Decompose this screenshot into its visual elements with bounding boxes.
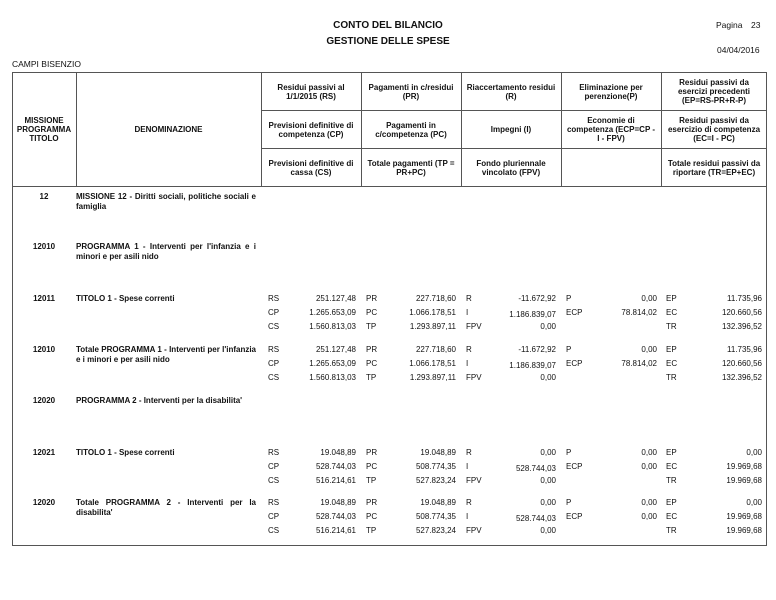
cell-code-label: CS xyxy=(268,373,280,382)
cell-value: 508.774,35 xyxy=(415,512,456,521)
column-header-cp: Previsioni definitive di competenza (CP) xyxy=(268,120,354,139)
cell-code-label: R xyxy=(466,498,472,507)
cell-value: 0,00 xyxy=(746,498,762,507)
cell-value: 227.718,60 xyxy=(415,294,456,303)
cell-code-label: I xyxy=(466,462,469,471)
column-header-tp: Totale pagamenti (TP = PR+PC) xyxy=(367,158,455,177)
cell-code-label: P xyxy=(566,294,572,303)
cell-code-label: R xyxy=(466,294,472,303)
report-subtitle: GESTIONE DELLE SPESE xyxy=(326,36,450,47)
cell-value: 11.735,96 xyxy=(727,345,762,354)
cell-code-label: FPV xyxy=(466,526,482,535)
cell-value: 508.774,35 xyxy=(415,462,456,471)
cell-value: 78.814,02 xyxy=(621,308,657,317)
cell-value: 528.744,03 xyxy=(515,464,556,473)
cell-code-label: TR xyxy=(666,373,677,382)
cell-code-label: EC xyxy=(666,308,678,317)
column-header-pc: Pagamenti in c/competenza (PC) xyxy=(375,120,447,139)
row-code: 12021 xyxy=(32,448,56,457)
cell-value: 0,00 xyxy=(540,526,556,535)
cell-value: 19.048,89 xyxy=(420,448,456,457)
cell-value: 19.969,68 xyxy=(726,476,762,485)
cell-value: 19.969,68 xyxy=(726,462,762,471)
cell-code-label: CS xyxy=(268,322,280,331)
cell-code-label: EP xyxy=(666,498,677,507)
cell-code-label: P xyxy=(566,345,572,354)
cell-value: 0,00 xyxy=(641,512,657,521)
cell-value: 19.969,68 xyxy=(726,512,762,521)
page-number: 23 xyxy=(751,20,761,30)
cell-value: 0,00 xyxy=(540,448,556,457)
cell-value: -11.672,92 xyxy=(518,345,556,354)
cell-value: 19.048,89 xyxy=(320,448,356,457)
cell-value: 0,00 xyxy=(641,498,657,507)
cell-value: 251.127,48 xyxy=(315,294,356,303)
cell-code-label: EC xyxy=(666,512,678,521)
column-header-i: Impegni (I) xyxy=(490,125,532,134)
cell-code-label: EP xyxy=(666,345,677,354)
cell-value: 1.066.178,51 xyxy=(409,359,456,368)
cell-code-label: TP xyxy=(366,476,377,485)
cell-code-label: FPV xyxy=(466,476,482,485)
cell-value: 78.814,02 xyxy=(621,359,657,368)
cell-value: 0,00 xyxy=(540,322,556,331)
cell-code-label: PC xyxy=(366,359,378,368)
cell-code-label: RS xyxy=(268,345,280,354)
row-code: 12 xyxy=(39,192,49,201)
cell-code-label: I xyxy=(466,308,469,317)
row-description: MISSIONE 12 - Diritti sociali, politiche sociali e famiglia xyxy=(76,192,256,211)
page-label: Pagina xyxy=(716,20,743,30)
cell-value: 528.744,03 xyxy=(315,462,356,471)
column-header-pr: Pagamenti in c/residui (PR) xyxy=(368,82,454,101)
cell-value: 0,00 xyxy=(540,498,556,507)
row-code: 12020 xyxy=(32,498,56,507)
cell-value: 0,00 xyxy=(641,345,657,354)
cell-value: 132.396,52 xyxy=(721,322,762,331)
cell-value: 0,00 xyxy=(540,476,556,485)
cell-code-label: TR xyxy=(666,476,677,485)
cell-code-label: RS xyxy=(268,448,280,457)
cell-code-label: EP xyxy=(666,448,677,457)
cell-value: 227.718,60 xyxy=(415,345,456,354)
column-header-r: Riaccertamento residui (R) xyxy=(466,82,556,101)
row-code: 12010 xyxy=(32,242,56,251)
cell-value: 516.214,61 xyxy=(315,476,356,485)
cell-code-label: P xyxy=(566,448,572,457)
cell-value: 516.214,61 xyxy=(315,526,356,535)
row-description: TITOLO 1 - Spese correnti xyxy=(76,294,175,303)
cell-code-label: TR xyxy=(666,322,677,331)
cell-value: 1.293.897,11 xyxy=(409,322,456,331)
column-header-denominazione: DENOMINAZIONE xyxy=(134,124,203,134)
cell-code-label: PR xyxy=(366,294,378,303)
cell-value: 527.823,24 xyxy=(415,476,456,485)
cell-code-label: CS xyxy=(268,526,280,535)
column-header-tr: Totale residui passivi da riportare (TR=EP+EC) xyxy=(667,158,761,177)
cell-code-label: FPV xyxy=(466,373,482,382)
row-description: PROGRAMMA 1 - Interventi per l'infanzia e i minori e per asili nido xyxy=(76,242,256,261)
cell-code-label: ECP xyxy=(566,359,583,368)
cell-code-label: PC xyxy=(366,462,378,471)
cell-code-label: CP xyxy=(268,308,280,317)
cell-value: 0,00 xyxy=(641,462,657,471)
cell-code-label: RS xyxy=(268,498,280,507)
cell-value: 1.186.839,07 xyxy=(509,310,556,319)
cell-code-label: EC xyxy=(666,359,678,368)
cell-value: 0,00 xyxy=(540,373,556,382)
column-header-fpv: Fondo pluriennale vincolato (FPV) xyxy=(476,158,546,177)
row-code: 12010 xyxy=(32,345,56,354)
cell-code-label: PR xyxy=(366,448,378,457)
report-title: CONTO DEL BILANCIO xyxy=(333,20,443,31)
column-header-code: MISSIONE PROGRAMMA TITOLO xyxy=(16,115,72,143)
cell-value: 1.265.653,09 xyxy=(309,308,356,317)
cell-code-label: PC xyxy=(366,308,378,317)
row-description: PROGRAMMA 2 - Interventi per la disabilita' xyxy=(76,396,243,405)
cell-value: 120.660,56 xyxy=(721,308,762,317)
cell-code-label: EP xyxy=(666,294,677,303)
cell-value: 132.396,52 xyxy=(721,373,762,382)
report-date: 04/04/2016 xyxy=(717,45,760,55)
row-description: Totale PROGRAMMA 1 - Interventi per l'infanzia e i minori e per asili nido xyxy=(76,345,256,364)
cell-code-label: TP xyxy=(366,526,377,535)
cell-value: 251.127,48 xyxy=(315,345,356,354)
cell-value: 528.744,03 xyxy=(515,514,556,523)
row-description: Totale PROGRAMMA 2 - Interventi per la disabilita' xyxy=(76,498,256,517)
cell-code-label: CS xyxy=(268,476,280,485)
column-header-ecp: Economie di competenza (ECP=CP - I - FPV) xyxy=(566,116,656,143)
cell-code-label: I xyxy=(466,512,469,521)
cell-value: 527.823,24 xyxy=(415,526,456,535)
cell-value: 120.660,56 xyxy=(721,359,762,368)
cell-code-label: PR xyxy=(366,345,378,354)
cell-code-label: FPV xyxy=(466,322,482,331)
cell-value: 1.186.839,07 xyxy=(509,361,556,370)
column-header-p: Eliminazione per perenzione(P) xyxy=(579,82,643,101)
column-header-rs: Residui passivi al 1/1/2015 (RS) xyxy=(277,82,345,101)
column-header-cs: Previsioni definitive di cassa (CS) xyxy=(268,158,354,177)
cell-value: 19.048,89 xyxy=(420,498,456,507)
cell-code-label: PC xyxy=(366,512,378,521)
cell-value: -11.672,92 xyxy=(518,294,556,303)
row-description: TITOLO 1 - Spese correnti xyxy=(76,448,175,457)
cell-value: 1.066.178,51 xyxy=(409,308,456,317)
cell-code-label: R xyxy=(466,448,472,457)
cell-code-label: RS xyxy=(268,294,280,303)
cell-value: 0,00 xyxy=(641,448,657,457)
cell-value: 19.969,68 xyxy=(726,526,762,535)
cell-code-label: CP xyxy=(268,359,280,368)
cell-value: 0,00 xyxy=(641,294,657,303)
cell-code-label: EC xyxy=(666,462,678,471)
column-header-ec: Residui passivi da esercizio di competenza (EC=I - PC) xyxy=(667,116,761,143)
cell-code-label: ECP xyxy=(566,462,583,471)
cell-code-label: I xyxy=(466,359,469,368)
cell-code-label: PR xyxy=(366,498,378,507)
cell-value: 1.560.813,03 xyxy=(309,322,356,331)
cell-code-label: CP xyxy=(268,462,280,471)
cell-value: 19.048,89 xyxy=(320,498,356,507)
cell-code-label: TP xyxy=(366,373,377,382)
entity-name: CAMPI BISENZIO xyxy=(12,59,81,69)
cell-value: 1.265.653,09 xyxy=(309,359,356,368)
cell-code-label: CP xyxy=(268,512,280,521)
cell-value: 11.735,96 xyxy=(727,294,762,303)
row-code: 12020 xyxy=(32,396,56,405)
cell-value: 528.744,03 xyxy=(315,512,356,521)
column-header-ep: Residui passivi da esercizi precedenti (EP=RS-PR+R-P) xyxy=(677,78,751,105)
cell-code-label: ECP xyxy=(566,308,583,317)
cell-value: 1.560.813,03 xyxy=(309,373,356,382)
cell-code-label: TP xyxy=(366,322,377,331)
cell-value: 1.293.897,11 xyxy=(409,373,456,382)
cell-code-label: P xyxy=(566,498,572,507)
cell-value: 0,00 xyxy=(746,448,762,457)
cell-code-label: R xyxy=(466,345,472,354)
cell-code-label: TR xyxy=(666,526,677,535)
cell-code-label: ECP xyxy=(566,512,583,521)
row-code: 12011 xyxy=(33,294,55,303)
